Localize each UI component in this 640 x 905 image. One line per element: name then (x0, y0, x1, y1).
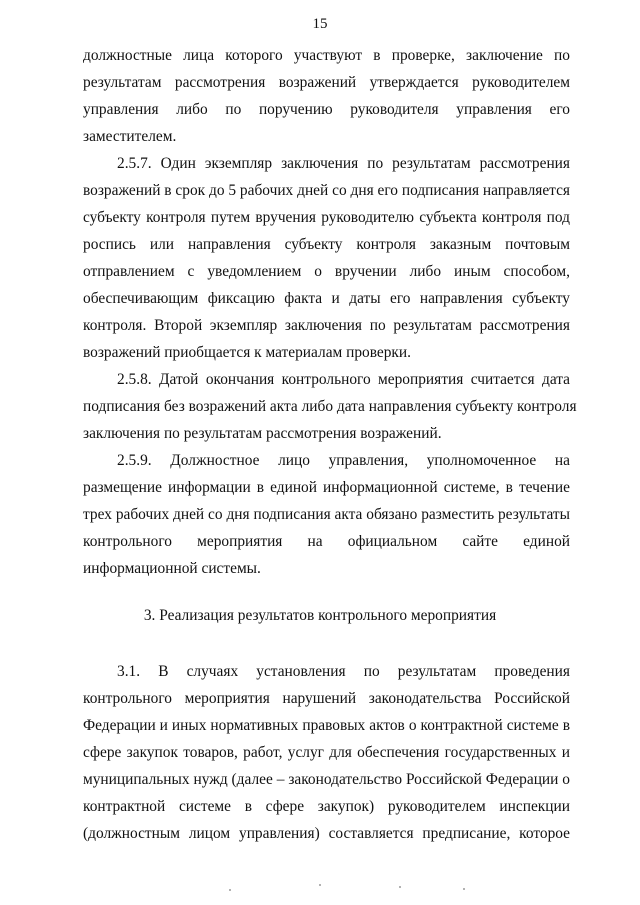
paragraph-3-1-start: 3.1. В случаях установления по результатам проведения (117, 663, 570, 680)
text-line: субъекту контроля путем вручения руководителю субъекта контроля под (83, 209, 570, 226)
text-line: контрольного мероприятия нарушений законодательства Российской (83, 690, 570, 707)
text-line: заместителем. (83, 128, 177, 145)
text-line: контрольного мероприятия на официальном сайте единой (83, 533, 570, 550)
text-line: роспись или направления субъекту контроля заказным почтовым (83, 236, 570, 253)
text-line: управления либо по поручению руководителя управления его (83, 101, 570, 118)
paragraph-2-5-7-start: 2.5.7. Один экземпляр заключения по результатам рассмотрения (117, 155, 570, 172)
text-line: сфере закупок товаров, работ, услуг для обеспечения государственных и (83, 744, 570, 761)
scan-speck (399, 886, 401, 888)
text-line: заключения по результатам рассмотрения возражений. (83, 425, 442, 442)
paragraph-2-5-8-start: 2.5.8. Датой окончания контрольного мероприятия считается дата (117, 371, 570, 388)
scan-speck (229, 889, 231, 891)
text-line: (должностным лицом управления) составляется предписание, которое (83, 825, 570, 842)
text-line: возражений приобщается к материалам проверки. (83, 344, 411, 361)
page-number: 15 (312, 16, 328, 32)
text-line: должностные лица которого участвуют в проверке, заключение по (83, 47, 570, 64)
text-line: трех рабочих дней со дня подписания акта обязано разместить результаты (83, 506, 570, 523)
text-line: отправлением с уведомлением о вручении либо иным способом, (83, 263, 570, 280)
text-line: Федерации и иных нормативных правовых актов о контрактной системе в (83, 717, 570, 734)
section-heading: 3. Реализация результатов контрольного мероприятия (143, 607, 497, 624)
text-line: контрактной системе в сфере закупок) руководителем инспекции (83, 798, 570, 815)
text-line: муниципальных нужд (далее – законодательство Российской Федерации о (83, 771, 570, 788)
text-line: результатам рассмотрения возражений утверждается руководителем (83, 74, 570, 91)
text-line: информационной системы. (83, 560, 261, 577)
text-line: возражений в срок до 5 рабочих дней со дня его подписания направляется (83, 182, 570, 199)
scan-speck (463, 888, 465, 890)
text-line: подписания без возражений акта либо дата направления субъекту контроля (83, 398, 577, 415)
scan-speck (319, 884, 321, 886)
text-line: размещение информации в единой информационной системе, в течение (83, 479, 570, 496)
text-line: контроля. Второй экземпляр заключения по результатам рассмотрения (83, 317, 570, 334)
paragraph-2-5-9-start: 2.5.9. Должностное лицо управления, уполномоченное на (117, 452, 570, 469)
text-line: обеспечивающим фиксацию факта и даты его направления субъекту (83, 290, 570, 307)
